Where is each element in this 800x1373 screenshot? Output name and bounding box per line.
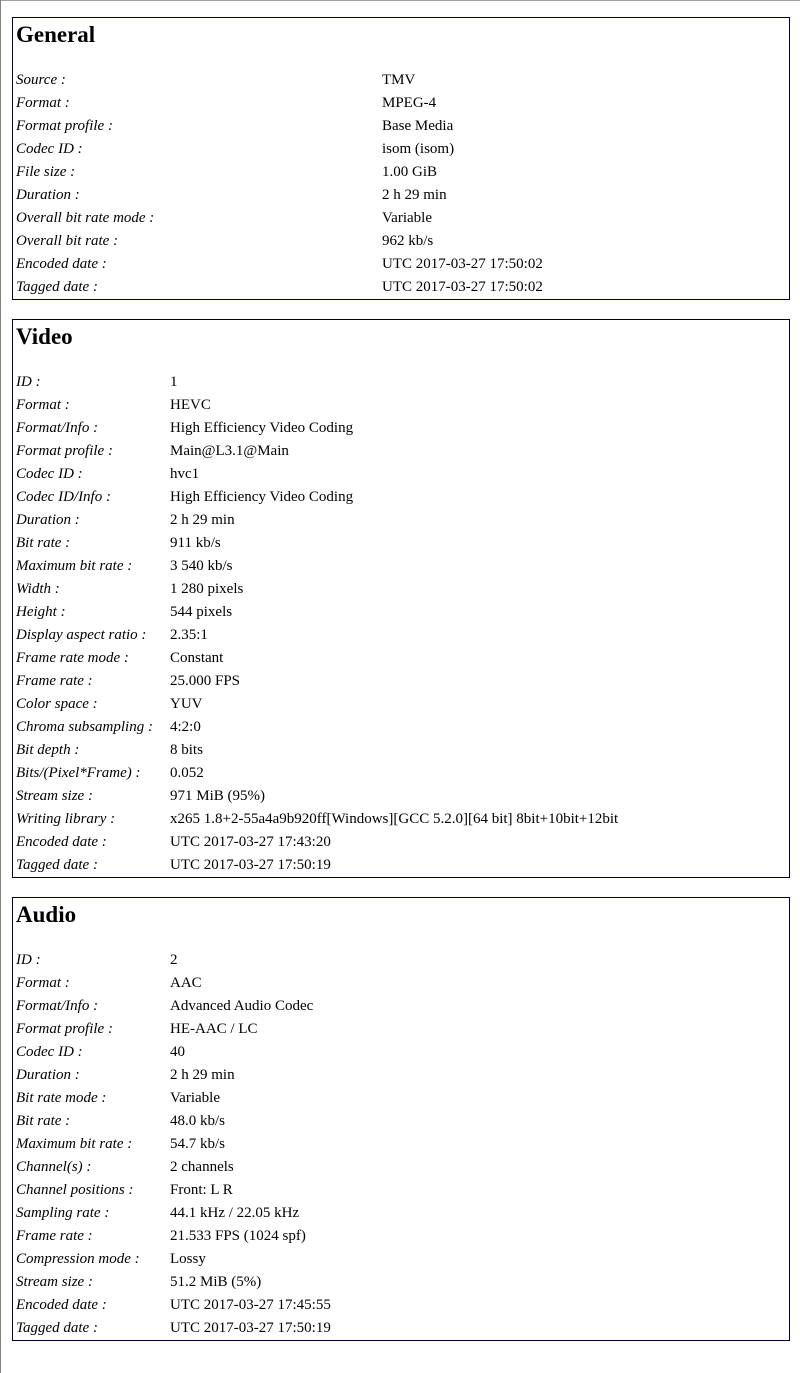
video-property-value: HEVC: [170, 397, 211, 413]
audio-property-label: Format :: [16, 975, 70, 991]
video-property-label: Tagged date :: [16, 857, 98, 873]
audio-property-row: [16, 1294, 789, 1317]
video-property-row: [16, 854, 789, 877]
general-property-row: [16, 207, 789, 230]
video-property-label: Format :: [16, 397, 70, 413]
video-property-row: [16, 440, 789, 463]
video-property-label: Chroma subsampling :: [16, 719, 153, 735]
video-property-value: YUV: [170, 696, 203, 712]
audio-property-value: UTC 2017-03-27 17:45:55: [170, 1297, 331, 1313]
general-property-row: [16, 230, 789, 253]
video-property-row: [16, 785, 789, 808]
general-property-label: Encoded date :: [16, 256, 107, 272]
audio-property-label: Channel(s) :: [16, 1159, 92, 1175]
general-property-label: Overall bit rate :: [16, 233, 119, 249]
audio-property-value: 48.0 kb/s: [170, 1113, 226, 1129]
video-property-row: [16, 601, 789, 624]
window-left-border: [0, 0, 1, 1373]
general-property-row: [16, 69, 789, 92]
general-property-row: [16, 161, 789, 184]
audio-property-label: Frame rate :: [16, 1228, 93, 1244]
general-property-label: Duration :: [16, 187, 80, 203]
audio-property-label: Bit rate :: [16, 1113, 71, 1129]
video-property-label: Format profile :: [16, 443, 113, 459]
video-section: [12, 319, 790, 878]
video-property-label: Bit rate :: [16, 535, 71, 551]
video-property-label: Codec ID :: [16, 466, 83, 482]
general-property-value: 1.00 GiB: [382, 164, 438, 180]
video-property-row: [16, 624, 789, 647]
video-property-row: [16, 762, 789, 785]
audio-property-row: [16, 1271, 789, 1294]
general-property-row: [16, 115, 789, 138]
video-heading: Video: [16, 324, 73, 349]
video-property-row: [16, 509, 789, 532]
video-property-value: 911 kb/s: [170, 535, 221, 551]
video-property-value: 3 540 kb/s: [170, 558, 233, 574]
audio-property-value: 21.533 FPS (1024 spf): [170, 1228, 306, 1244]
video-property-label: Height :: [16, 604, 66, 620]
video-property-label: Writing library :: [16, 811, 116, 827]
audio-property-label: Stream size :: [16, 1274, 93, 1290]
audio-property-value: UTC 2017-03-27 17:50:19: [170, 1320, 331, 1336]
audio-property-label: Format/Info :: [16, 998, 99, 1014]
video-property-label: Bits/(Pixel*Frame) :: [16, 765, 141, 781]
audio-rows: [16, 949, 789, 1340]
video-property-value: 8 bits: [170, 742, 203, 758]
video-property-value: 2 h 29 min: [170, 512, 235, 528]
video-property-value: Main@L3.1@Main: [170, 443, 289, 459]
general-heading: General: [16, 22, 96, 47]
audio-property-value: 44.1 kHz / 22.05 kHz: [170, 1205, 300, 1221]
general-property-value: 962 kb/s: [382, 233, 434, 249]
video-property-value: Constant: [170, 650, 224, 666]
video-property-row: [16, 578, 789, 601]
general-property-value: TMV: [382, 72, 416, 88]
video-property-value: x265 1.8+2-55a4a9b920ff[Windows][GCC 5.2.0][64 bit] 8bit+10bit+12bit: [170, 811, 619, 827]
audio-property-row: [16, 949, 789, 972]
audio-property-row: [16, 1156, 789, 1179]
general-property-label: Codec ID :: [16, 141, 83, 157]
audio-property-label: Maximum bit rate :: [16, 1136, 133, 1152]
video-property-row: [16, 716, 789, 739]
general-property-label: Overall bit rate mode :: [16, 210, 155, 226]
video-property-row: [16, 371, 789, 394]
video-property-row: [16, 808, 789, 831]
video-property-row: [16, 532, 789, 555]
audio-property-label: Compression mode :: [16, 1251, 140, 1267]
video-property-value: UTC 2017-03-27 17:43:20: [170, 834, 331, 850]
audio-property-row: [16, 1110, 789, 1133]
video-property-label: Format/Info :: [16, 420, 99, 436]
audio-property-row: [16, 1041, 789, 1064]
video-property-label: Codec ID/Info :: [16, 489, 111, 505]
audio-property-value: 54.7 kb/s: [170, 1136, 226, 1152]
general-property-value: UTC 2017-03-27 17:50:02: [382, 279, 543, 295]
general-property-value: UTC 2017-03-27 17:50:02: [382, 256, 543, 272]
audio-property-value: Front: L R: [170, 1182, 233, 1198]
video-property-label: Bit depth :: [16, 742, 80, 758]
audio-property-row: [16, 1179, 789, 1202]
audio-property-label: Encoded date :: [16, 1297, 107, 1313]
audio-property-label: Channel positions :: [16, 1182, 134, 1198]
video-property-value: 25.000 FPS: [170, 673, 241, 689]
video-property-row: [16, 486, 789, 509]
general-property-value: isom (isom): [382, 141, 455, 157]
video-property-label: Display aspect ratio :: [16, 627, 147, 643]
audio-property-row: [16, 1087, 789, 1110]
audio-property-value: AAC: [170, 975, 202, 991]
audio-property-value: 2 h 29 min: [170, 1067, 235, 1083]
video-property-value: 0.052: [170, 765, 204, 781]
video-property-value: High Efficiency Video Coding: [170, 489, 354, 505]
video-property-row: [16, 739, 789, 762]
audio-property-value: Lossy: [170, 1251, 206, 1267]
video-property-value: 544 pixels: [170, 604, 233, 620]
general-property-label: Format :: [16, 95, 70, 111]
window-top-border: [0, 0, 800, 1]
general-property-row: [16, 184, 789, 207]
audio-property-row: [16, 1225, 789, 1248]
video-property-value: 2.35:1: [170, 627, 208, 643]
video-property-label: Maximum bit rate :: [16, 558, 133, 574]
general-property-label: Source :: [16, 72, 66, 88]
video-property-label: Encoded date :: [16, 834, 107, 850]
audio-property-row: [16, 1133, 789, 1156]
video-property-label: ID :: [16, 374, 41, 390]
audio-property-value: HE-AAC / LC: [170, 1021, 258, 1037]
video-rows: [16, 371, 789, 877]
video-property-label: Color space :: [16, 696, 98, 712]
general-property-value: Variable: [382, 210, 432, 226]
video-property-value: UTC 2017-03-27 17:50:19: [170, 857, 331, 873]
audio-property-label: Format profile :: [16, 1021, 113, 1037]
general-property-label: Format profile :: [16, 118, 113, 134]
general-section: [12, 17, 790, 300]
audio-property-value: Variable: [170, 1090, 220, 1106]
audio-property-label: Duration :: [16, 1067, 80, 1083]
video-property-label: Stream size :: [16, 788, 93, 804]
video-property-row: [16, 394, 789, 417]
video-property-value: 1 280 pixels: [170, 581, 244, 597]
video-property-value: 971 MiB (95%): [170, 788, 265, 804]
general-property-value: Base Media: [382, 118, 454, 134]
video-property-row: [16, 647, 789, 670]
audio-property-label: Codec ID :: [16, 1044, 83, 1060]
video-property-row: [16, 670, 789, 693]
audio-property-value: 2: [170, 952, 178, 968]
video-property-label: Duration :: [16, 512, 80, 528]
general-rows: [16, 69, 789, 299]
audio-property-label: Sampling rate :: [16, 1205, 110, 1221]
audio-section: [12, 897, 790, 1341]
audio-property-row: [16, 1248, 789, 1271]
video-property-value: 4:2:0: [170, 719, 201, 735]
general-property-label: Tagged date :: [16, 279, 98, 295]
general-property-row: [16, 276, 789, 299]
audio-property-row: [16, 1064, 789, 1087]
audio-heading: Audio: [16, 902, 77, 927]
video-property-row: [16, 555, 789, 578]
general-property-row: [16, 138, 789, 161]
video-property-row: [16, 693, 789, 716]
audio-property-row: [16, 1317, 789, 1340]
audio-property-label: ID :: [16, 952, 41, 968]
video-property-value: hvc1: [170, 466, 200, 482]
audio-property-value: Advanced Audio Codec: [170, 998, 314, 1014]
audio-property-value: 40: [170, 1044, 185, 1060]
general-property-row: [16, 92, 789, 115]
audio-property-label: Bit rate mode :: [16, 1090, 107, 1106]
audio-property-label: Tagged date :: [16, 1320, 98, 1336]
video-property-label: Frame rate :: [16, 673, 93, 689]
video-property-row: [16, 831, 789, 854]
audio-property-row: [16, 995, 789, 1018]
video-property-row: [16, 417, 789, 440]
video-property-label: Width :: [16, 581, 60, 597]
video-property-value: 1: [170, 374, 178, 390]
audio-property-row: [16, 972, 789, 995]
audio-property-value: 2 channels: [170, 1159, 234, 1175]
general-property-value: MPEG-4: [382, 95, 437, 111]
audio-property-row: [16, 1018, 789, 1041]
audio-property-value: 51.2 MiB (5%): [170, 1274, 262, 1290]
general-property-label: File size :: [16, 164, 76, 180]
general-property-row: [16, 253, 789, 276]
video-property-value: High Efficiency Video Coding: [170, 420, 354, 436]
video-property-row: [16, 463, 789, 486]
general-property-value: 2 h 29 min: [382, 187, 447, 203]
audio-property-row: [16, 1202, 789, 1225]
video-property-label: Frame rate mode :: [16, 650, 129, 666]
